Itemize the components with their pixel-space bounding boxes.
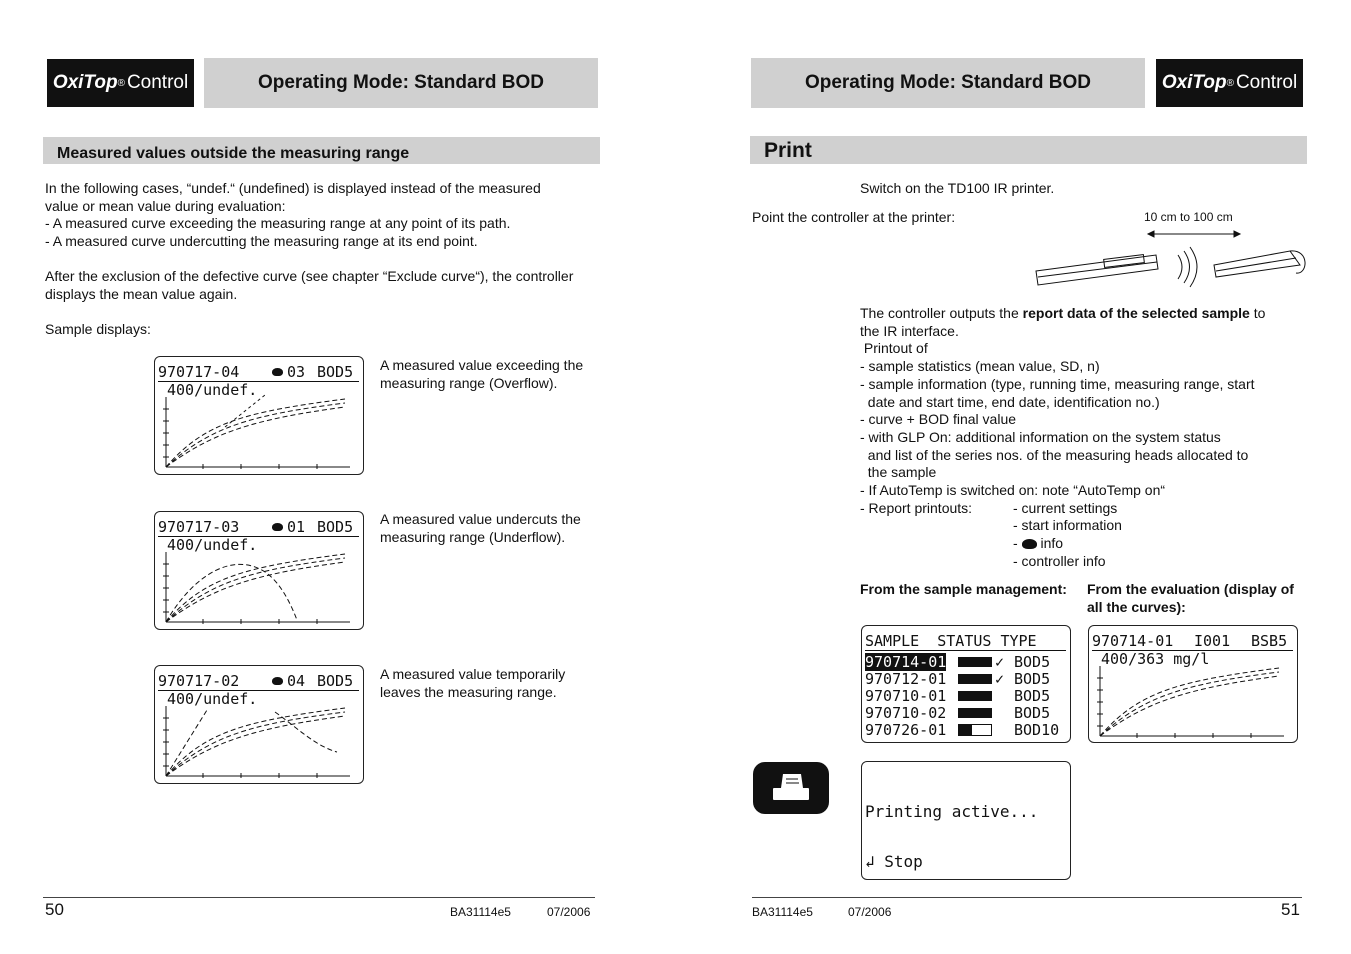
printer-illustration [1030, 225, 1310, 290]
lcd-sample-management [861, 625, 1071, 743]
lcd-type: BOD5 [317, 672, 354, 690]
sample-row-type: BOD5 [1014, 670, 1051, 688]
lcd-value: 400/undef. [167, 381, 258, 399]
page-number-left: 50 [45, 900, 64, 919]
lcd-value: 400/undef. [167, 536, 258, 554]
status-bar [958, 708, 992, 718]
lcd-curves-chart [155, 512, 363, 629]
measuring-head-icon [1022, 539, 1037, 549]
date-right: 07/2006 [848, 905, 892, 919]
stop-button[interactable]: ↲ Stop [865, 852, 923, 871]
sample-row-id[interactable]: 970726-01 [865, 721, 947, 739]
lcd-display-temporary [154, 665, 364, 784]
section-title-left: Measured values outside the measuring range [43, 137, 600, 164]
lcd-code: I001 [1194, 632, 1231, 650]
caption-overflow: A measured value exceeding the measuring range (Overflow). [380, 357, 584, 391]
status-bar [958, 691, 992, 701]
lcd-type: BOD5 [317, 518, 354, 536]
printer-icon [753, 762, 829, 814]
lcd-header: SAMPLE STATUS TYPE [865, 632, 1037, 650]
page-number-right: 51 [1281, 900, 1300, 919]
brand-logo-right: OxiTop ® Control [1156, 59, 1303, 107]
lcd-value: 400/363 mg/l [1101, 650, 1210, 668]
status-bar [958, 657, 992, 667]
caption-temporary: A measured value temporarily leaves the measuring range. [380, 666, 566, 700]
lcd-curves-chart [1089, 626, 1297, 742]
outputs-paragraph: The controller outputs the report data of the selected sample to the IR interface. Printout of - sample statistics (mean value, SD, n) - sample information (type, running time, measuring range, start date and start time, end date, identification no.) - curve + BOD final value - with GLP On: additional information on the system status and list of the series nos. of the measuring heads allocated to the sample - If AutoTemp is switched on: note “AutoTemp on“ - Report printouts: - current settings - start information - info - controller info [860, 305, 1266, 569]
lcd-curves-chart [155, 666, 363, 783]
lcd-type: BSB5 [1251, 632, 1288, 650]
from-evaluation-label: From the evaluation (display of all the curves): [1087, 581, 1294, 615]
status-bar [958, 674, 992, 684]
lcd-printing [861, 761, 1071, 880]
switch-on-text: Switch on the TD100 IR printer. [860, 180, 1055, 196]
sample-row-type: BOD10 [1014, 721, 1060, 739]
check-icon: ✓ [995, 670, 1005, 688]
date-left: 07/2006 [547, 905, 591, 919]
distance-label: 10 cm to 100 cm [1144, 210, 1233, 224]
printing-status-text: Printing active... [865, 802, 1039, 821]
footer-rule-left [43, 897, 595, 898]
check-icon: ✓ [995, 653, 1005, 671]
lcd-sample-id: 970717-03 [158, 518, 240, 536]
lcd-sample-id: 970717-02 [158, 672, 240, 690]
sample-displays-label: Sample displays: [45, 321, 151, 337]
page-header-right [751, 58, 1145, 108]
sample-row-type: BOD5 [1014, 653, 1051, 671]
lcd-sample-id: 970714-01 [1092, 632, 1174, 650]
lcd-sample-id: 970717-04 [158, 363, 240, 381]
sample-row-id[interactable]: 970710-02 [865, 704, 947, 722]
sample-row-id[interactable]: 970712-01 [865, 670, 947, 688]
brand-logo-left: OxiTop ® Control [47, 59, 194, 107]
header-title: Operating Mode: Standard BOD [804, 72, 1092, 93]
sample-row-type: BOD5 [1014, 704, 1051, 722]
lcd-display-underflow [154, 511, 364, 630]
sample-row-id[interactable]: 970710-01 [865, 687, 947, 705]
from-sample-management-label: From the sample management: [860, 581, 1067, 597]
doc-code-left: BA31114e5 [450, 905, 511, 919]
lcd-type: BOD5 [317, 363, 354, 381]
lcd-code: 04 [287, 672, 306, 690]
sample-row-type: BOD5 [1014, 687, 1051, 705]
lcd-evaluation [1088, 625, 1298, 743]
exclusion-paragraph: After the exclusion of the defective curve (see chapter “Exclude curve“), the controller displays the mean value again. [45, 268, 574, 302]
status-bar-fill [959, 725, 972, 735]
lcd-value: 400/undef. [167, 690, 258, 708]
intro-paragraph: In the following cases, “undef.“ (undefined) is displayed instead of the measured value or mean value during evaluation: - A measured curve exceeding the measuring range at any point of its path. - A measured curve undercutting the measuring range at its end point. [45, 180, 541, 250]
status-bar-partial [958, 724, 992, 736]
sample-row-id-selected[interactable]: 970714-01 [865, 653, 947, 671]
section-title-right: Print [750, 136, 1307, 164]
lcd-code: 01 [287, 518, 306, 536]
print-key-icon[interactable] [753, 762, 829, 814]
footer-rule-right [752, 897, 1302, 898]
doc-code-right: BA31114e5 [752, 905, 813, 919]
lcd-display-overflow [154, 356, 364, 475]
lcd-code: 03 [287, 363, 306, 381]
header-title: Operating Mode: Standard BOD [257, 72, 545, 93]
page-header-left [204, 58, 598, 108]
lcd-curves-chart [155, 357, 363, 474]
caption-underflow: A measured value undercuts the measuring range (Underflow). [380, 511, 581, 545]
lcd-underline [865, 650, 1066, 651]
point-controller-text: Point the controller at the printer: [752, 209, 956, 225]
